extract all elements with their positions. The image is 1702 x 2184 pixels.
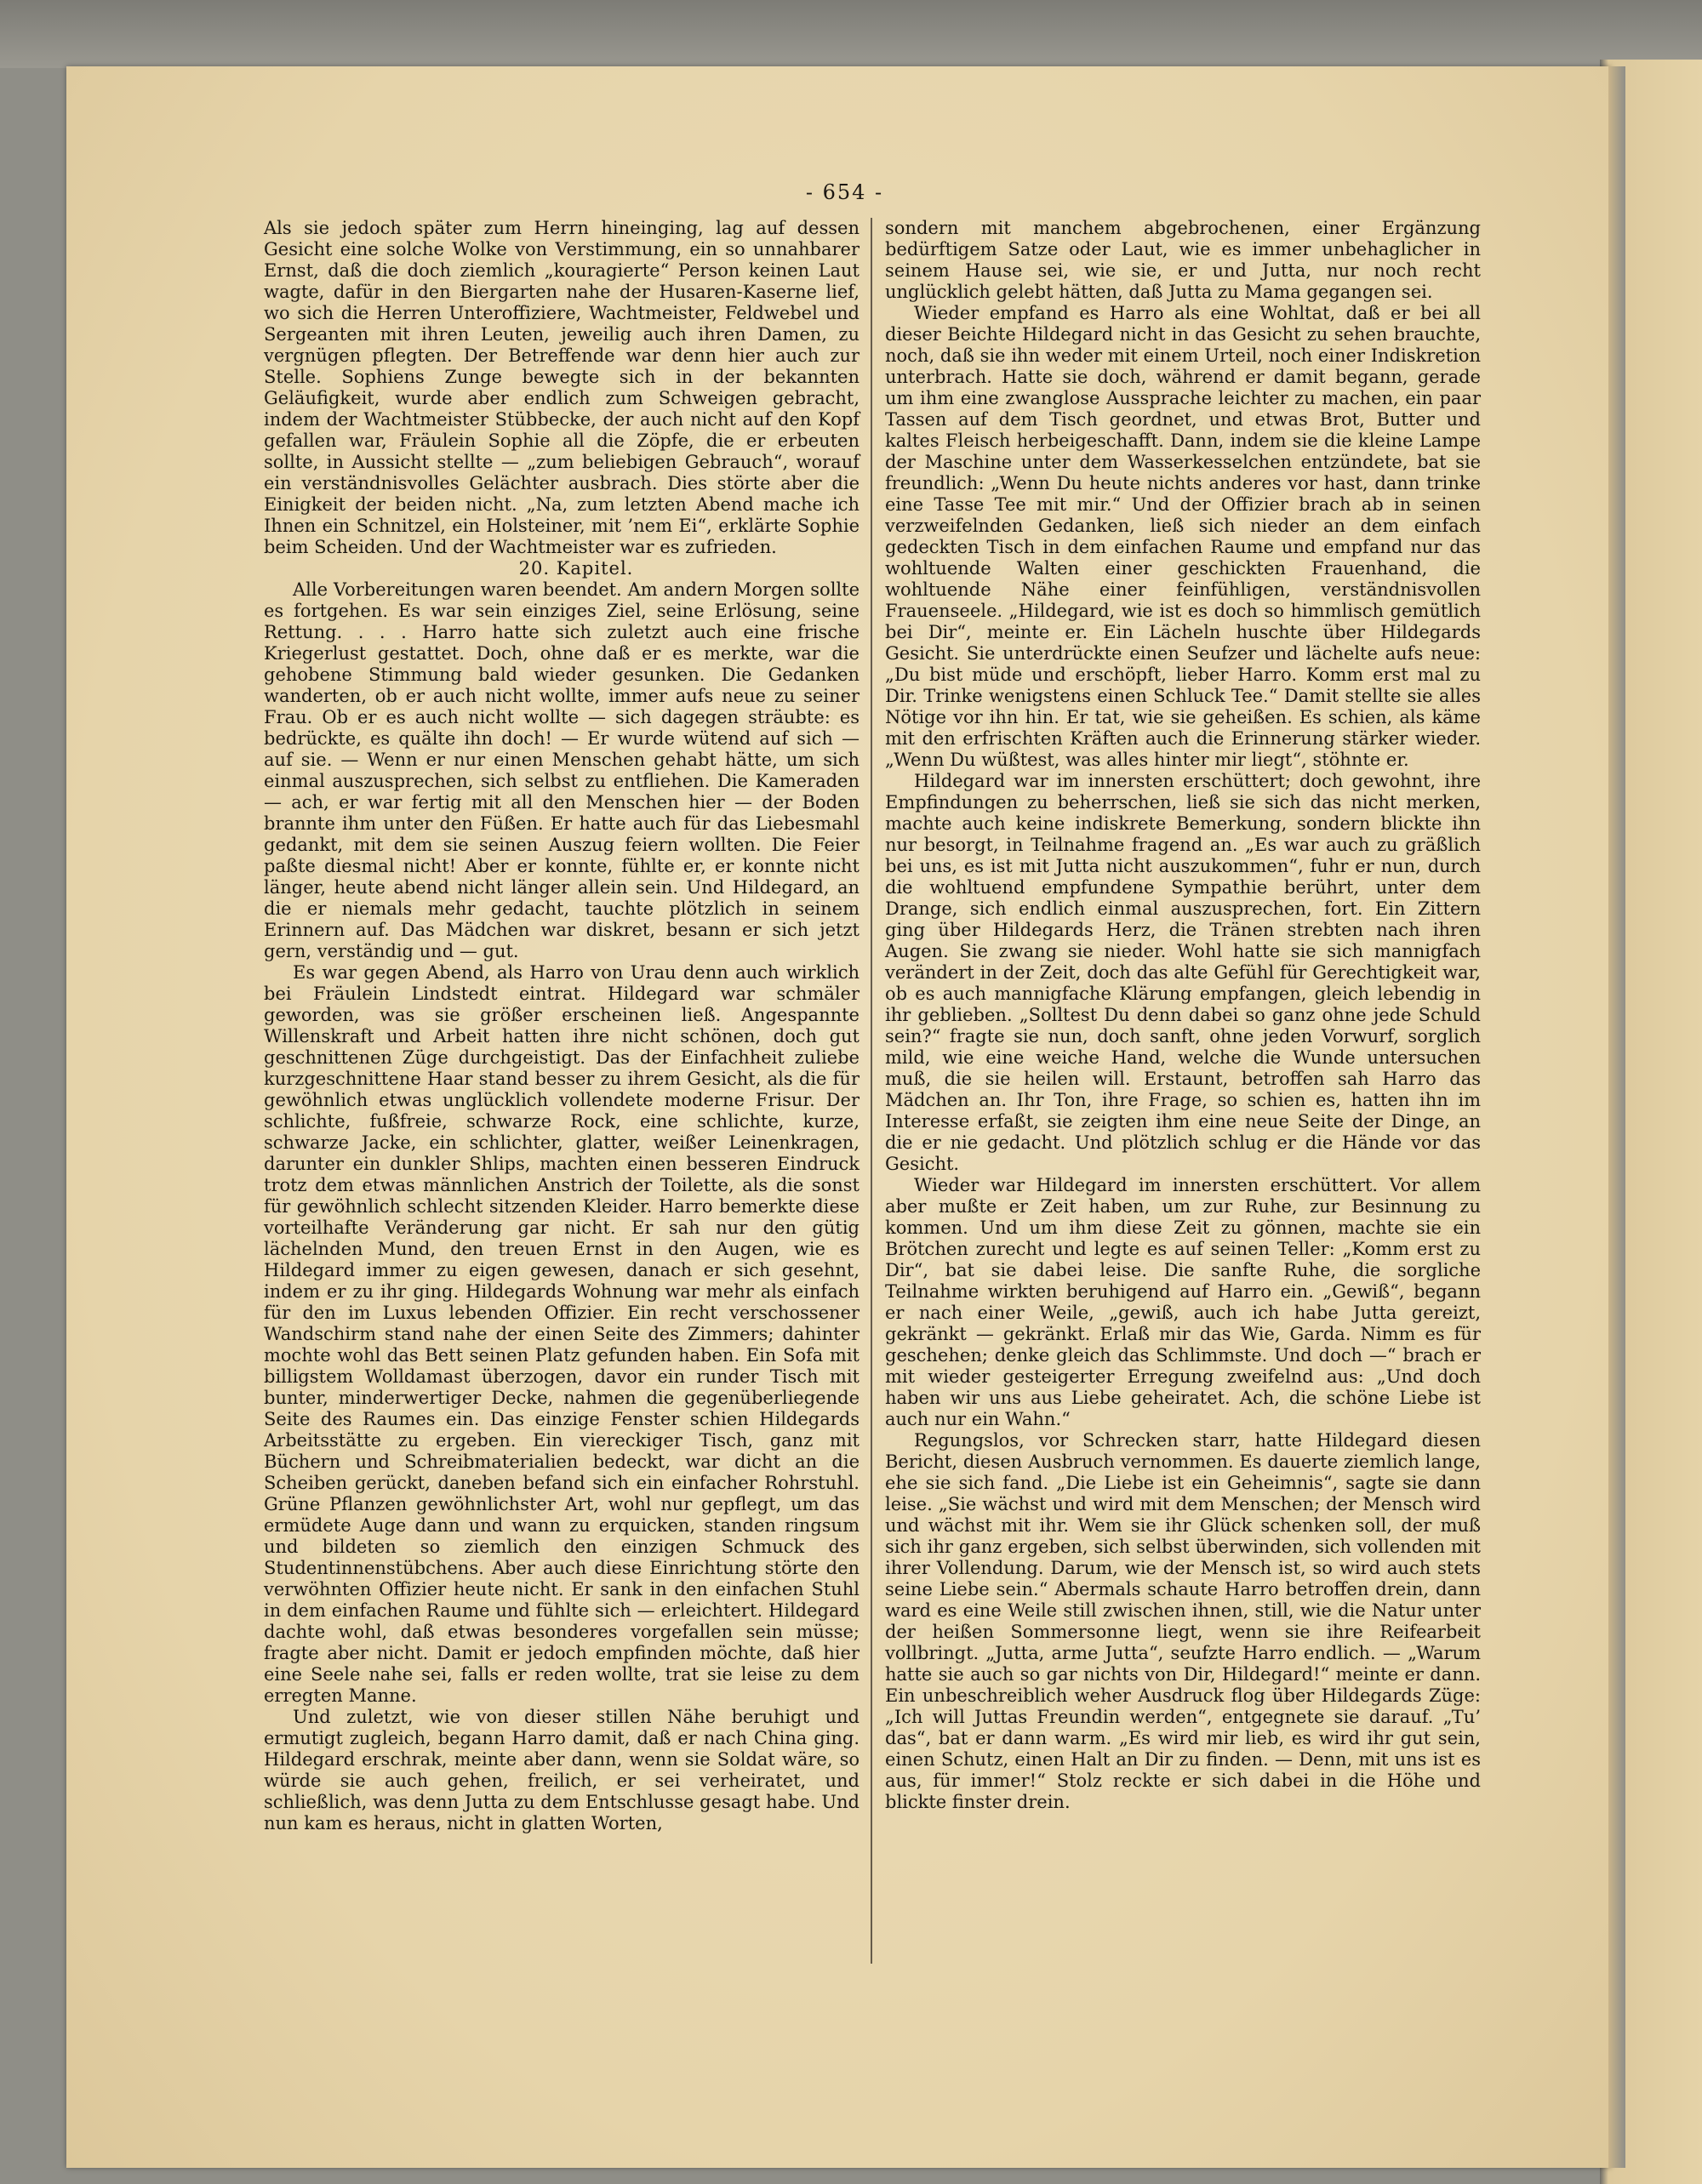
scan-background-top — [0, 0, 1702, 68]
text-column-right — [885, 218, 1481, 1813]
page-number: - 654 - — [805, 180, 884, 204]
page-shadow-edge — [1608, 66, 1625, 2168]
paragraph: Wieder empfand es Harro als eine Wohltat, daß er bei all dieser Beichte Hildegard nicht in das Gesicht zu sehen brauchte, noch, daß sie ihn weder mit einem Urteil, noch einer Indiskretion unterbrach. Hatte sie doch, während er damit begann, gerade um ihm eine zwanglose Aussprache leichter zu machen, ein paar Tassen auf dem Tisch geordnet, und etwas Brot, Butter und kaltes Fleisch herbeigeschafft. Dann, indem sie die kleine Lampe der Maschine unter dem Wasserkesselchen entzündete, bat sie freundlich: „Wenn Du heute nichts anderes vor hast, dann trinke eine Tasse Tee mit mir.“ Und der Offizier brach ab in seinen verzweifelnden Gedanken, ließ sich nieder an dem einfach gedeckten Tisch in dem einfachen Raume und empfand nur das wohltuende Walten einer geschickten Frauenhand, die wohltuende Nähe einer feinfühligen, verständnisvollen Frauenseele. „Hildegard, wie ist es doch so himmlisch gemütlich bei Dir“, meinte er. Ein Lächeln huschte über Hildegards Gesicht. Sie unterdrückte einen Seufzer und lächelte aufs neue: „Du bist müde und erschöpft, lieber Harro. Komm erst mal zu Dir. Trinke wenigstens einen Schluck Tee.“ Damit stellte sie alles Nötige vor ihn hin. Er tat, wie sie geheißen. Es schien, als käme mit den erfrischten Kräften auch die Erinnerung stärker wieder. „Wenn Du wüßtest, was alles hinter mir liegt“, stöhnte er. — [885, 303, 1481, 770]
column-divider — [871, 218, 872, 1964]
paragraph: Als sie jedoch später zum Herrn hineinging, lag auf dessen Gesicht eine solche Wolke von Verstimmung, ein so unnahbarer Ernst, daß die doch ziemlich „kouragierte“ Person keinen Laut wagte, dafür in den Biergarten nahe der Husaren-Kaserne lief, wo sich die Herren Unteroffiziere, Wachtmeister, Feldwebel und Sergeanten mit ihren Leuten, jeweilig auch ihren Damen, zu vergnügen pflegten. Der Betreffende war denn hier auch zur Stelle. Sophiens Zunge bewegte sich in der bekannten Geläufigkeit, wurde aber endlich zum Schweigen gebracht, indem der Wachtmeister Stübbecke, der auch nicht auf den Kopf gefallen war, Fräulein Sophie all die Zöpfe, die er erbeuten sollte, in Aussicht stellte — „zum beliebigen Gebrauch“, worauf ein verständnisvolles Gelächter ausbrach. Dies störte aber die Einigkeit der beiden nicht. „Na, zum letzten Abend mache ich Ihnen ein Schnitzel, ein Holsteiner, mit ’nem Ei“, erklärte Sophie beim Scheiden. Und der Wachtmeister war es zufrieden. — [264, 218, 860, 557]
paragraph: Regungslos, vor Schrecken starr, hatte Hildegard diesen Bericht, diesen Ausbruch vernommen. Es dauerte ziemlich lange, ehe sie sich fand. „Die Liebe ist ein Geheimnis“, sagte sie dann leise. „Sie wächst und wird mit dem Menschen; der Mensch wird und wächst mit ihr. Wem sie ihr Glück schenken soll, der muß sich ihr ganz ergeben, sich selbst überwinden, sich vollenden mit ihrer Vollendung. Darum, wie der Mensch ist, so wird auch stets seine Liebe sein.“ Abermals schaute Harro betroffen drein, dann ward es eine Weile still zwischen ihnen, still, wie die Natur unter der heißen Sommersonne liegt, wenn sie ihre Reifearbeit vollbringt. „Jutta, arme Jutta“, seufzte Harro endlich. — „Warum hatte sie auch so gar nichts von Dir, Hildegard!“ meinte er dann. Ein unbeschreiblich weher Ausdruck flog über Hildegards Züge: „Ich will Juttas Freundin werden“, entgegnete sie darauf. „Tu’ das“, bat er dann warm. „Es wird mir lieb, es wird ihr gut sein, einen Schutz, einen Halt an Dir zu finden. — Denn, mit uns ist es aus, für immer!“ Stolz reckte er sich dabei in die Höhe und blickte finster drein. — [885, 1430, 1481, 1812]
paragraph: sondern mit manchem abgebrochenen, einer Ergänzung bedürftigem Satze oder Laut, wie es immer unbehaglicher in seinem Hause sei, wie sie, er und Jutta, nur noch recht unglücklich gelebt hätten, daß Jutta zu Mama gegangen sei. — [885, 218, 1481, 302]
paragraph: Und zuletzt, wie von dieser stillen Nähe beruhigt und ermutigt zugleich, begann Harro damit, daß er nach China ging. Hildegard erschrak, meinte aber dann, wenn sie Soldat wäre, so würde sie auch gehen, freilich, er sei verheiratet, und schließlich, was denn Jutta zu dem Entschlusse gesagt habe. Und nun kam es heraus, nicht in glatten Worten, — [264, 1707, 860, 1833]
paragraph: Es war gegen Abend, als Harro von Urau denn auch wirklich bei Fräulein Lindstedt eintrat. Hildegard war schmäler geworden, was sie größer erscheinen ließ. Angespannte Willenskraft und Arbeit hatten ihre nicht schönen, doch gut geschnittenen Züge durchgeistigt. Das der Einfachheit zuliebe kurzgeschnittene Haar stand besser zu ihrem Gesicht, als die für gewöhnlich etwas unglücklich vollendete moderne Frisur. Der schlichte, fußfreie, schwarze Rock, eine schlichte, kurze, schwarze Jacke, ein schlichter, glatter, weißer Leinenkragen, darunter ein dunkler Shlips, machten einen besseren Eindruck trotz dem etwas männlichen Anstrich der Toilette, als die sonst für gewöhnlich schlecht sitzenden Kleider. Harro bemerkte diese vorteilhafte Veränderung gar nicht. Er sah nur den gütig lächelnden Mund, den treuen Ernst in den Augen, wie es Hildegard immer zu eigen gewesen, danach er sich gesehnt, indem er zu ihr ging. Hildegards Wohnung war mehr als einfach für den im Luxus lebenden Offizier. Ein recht verschossener Wandschirm stand nahe der einen Seite des Zimmers; dahinter mochte wohl das Bett seinen Platz gefunden haben. Ein Sofa mit billigstem Wolldamast überzogen, davor ein runder Tisch mit bunter, minderwertiger Decke, nahmen die gegenüberliegende Seite des Raumes ein. Das einzige Fenster schien Hildegards Arbeitsstätte zu ergeben. Ein viereckiger Tisch, ganz mit Büchern und Schreibmaterialien bedeckt, war dicht an die Scheiben gerückt, daneben befand sich ein einfacher Rohrstuhl. Grüne Pflanzen gewöhnlichster Art, wohl nur gepflegt, um das ermüdete Auge dann und wann zu erquicken, standen ringsum und bildeten so ziemlich den einzigen Schmuck des Studentinnenstübchens. Aber auch diese Einrichtung störte den verwöhnten Offizier heute nicht. Er sank in den einfachen Stuhl in dem einfachen Raume und fühlte sich — erleichtert. Hildegard dachte wohl, daß etwas besonderes vorgefallen sein müsse; fragte aber nicht. Damit er jedoch empfinden möchte, daß hier eine Seele nahe sei, falls er reden wollte, trat sie leise zu dem erregten Manne. — [264, 962, 860, 1706]
paragraph: Alle Vorbereitungen waren beendet. Am andern Morgen sollte es fortgehen. Es war sein einziges Ziel, seine Erlösung, seine Rettung. . . . Harro hatte sich zuletzt auch eine frische Kriegerlust gestattet. Doch, ohne daß er es merkte, war die gehobene Stimmung bald wieder gesunken. Die Gedanken wanderten, ob er auch nicht wollte, immer aufs neue zu seiner Frau. Ob er es auch nicht wollte — sich dagegen sträubte: es bedrückte, es quälte ihn doch! — Er wurde wütend auf sich — auf sie. — Wenn er nur einen Menschen gehabt hätte, um sich einmal auszusprechen, sich selbst zu entfliehen. Die Kameraden — ach, er war fertig mit all den Menschen hier — der Boden brannte ihm unter den Füßen. Er hatte auch für das Liebesmahl gedankt, mit dem sie seinen Auszug feiern wollten. Die Feier paßte diesmal nicht! Aber er konnte, fühlte er, er konnte nicht länger, heute abend nicht länger allein sein. Und Hildegard, an die er niemals mehr gedacht, tauchte plötzlich in seinem Erinnern auf. Das Mädchen war diskret, besann er sich jetzt gern, verständig und — gut. — [264, 579, 860, 961]
paragraph: Hildegard war im innersten erschüttert; doch gewohnt, ihre Empfindungen zu beherrschen, ließ sie sich das nicht merken, machte auch keine indiskrete Bemerkung, sondern blickte ihn nur besorgt, in Teilnahme fragend an. „Es war auch zu gräßlich bei uns, es ist mit Jutta nicht auszukommen“, fuhr er nun, durch die wohltuend empfundene Sympathie berührt, unter dem Drange, sich endlich einmal auszusprechen, fort. Ein Zittern ging über Hildegards Herz, die Tränen strebten nach ihren Augen. Sie zwang sie nieder. Wohl hatte sie sich mannigfach verändert in der Zeit, doch das alte Gefühl für Gerechtigkeit war, ob es auch mannigfache Klärung empfangen, gleich lebendig in ihr geblieben. „Solltest Du denn dabei so ganz ohne jede Schuld sein?“ fragte sie nun, doch sanft, ohne jeden Vorwurf, sorglich mild, wie eine weiche Hand, welche die Wunde untersuchen muß, die sie heilen will. Erstaunt, betroffen sah Harro das Mädchen an. Ihr Ton, ihre Frage, so schien es, hatten ihn im Interesse erfaßt, sie zeigten ihm eine neue Seite der Dinge, an die er nie gedacht. Und plötzlich schlug er die Hände vor das Gesicht. — [885, 771, 1481, 1174]
text-column-left — [264, 218, 860, 1834]
paragraph: Wieder war Hildegard im innersten erschüttert. Vor allem aber mußte er Zeit haben, um zur Ruhe, zur Besinnung zu kommen. Und um ihm diese Zeit zu gönnen, machte sie ein Brötchen zurecht und legte es auf seinen Teller: „Komm erst zu Dir“, bat sie dabei leise. Die sanfte Ruhe, die sorgliche Teilnahme wirkten beruhigend auf Harro ein. „Gewiß“, begann er nach einer Weile, „gewiß, auch ich habe Jutta gereizt, gekränkt — gekränkt. Erlaß mir das Wie, Garda. Nimm es für geschehen; denke gleich das Schlimmste. Und doch —“ brach er mit wieder gesteigerter Erregung zweifelnd aus: „Und doch haben wir uns aus Liebe geheiratet. Ach, die schöne Liebe ist auch nur ein Wahn.“ — [885, 1175, 1481, 1429]
chapter-heading: 20. Kapitel. — [518, 558, 634, 579]
